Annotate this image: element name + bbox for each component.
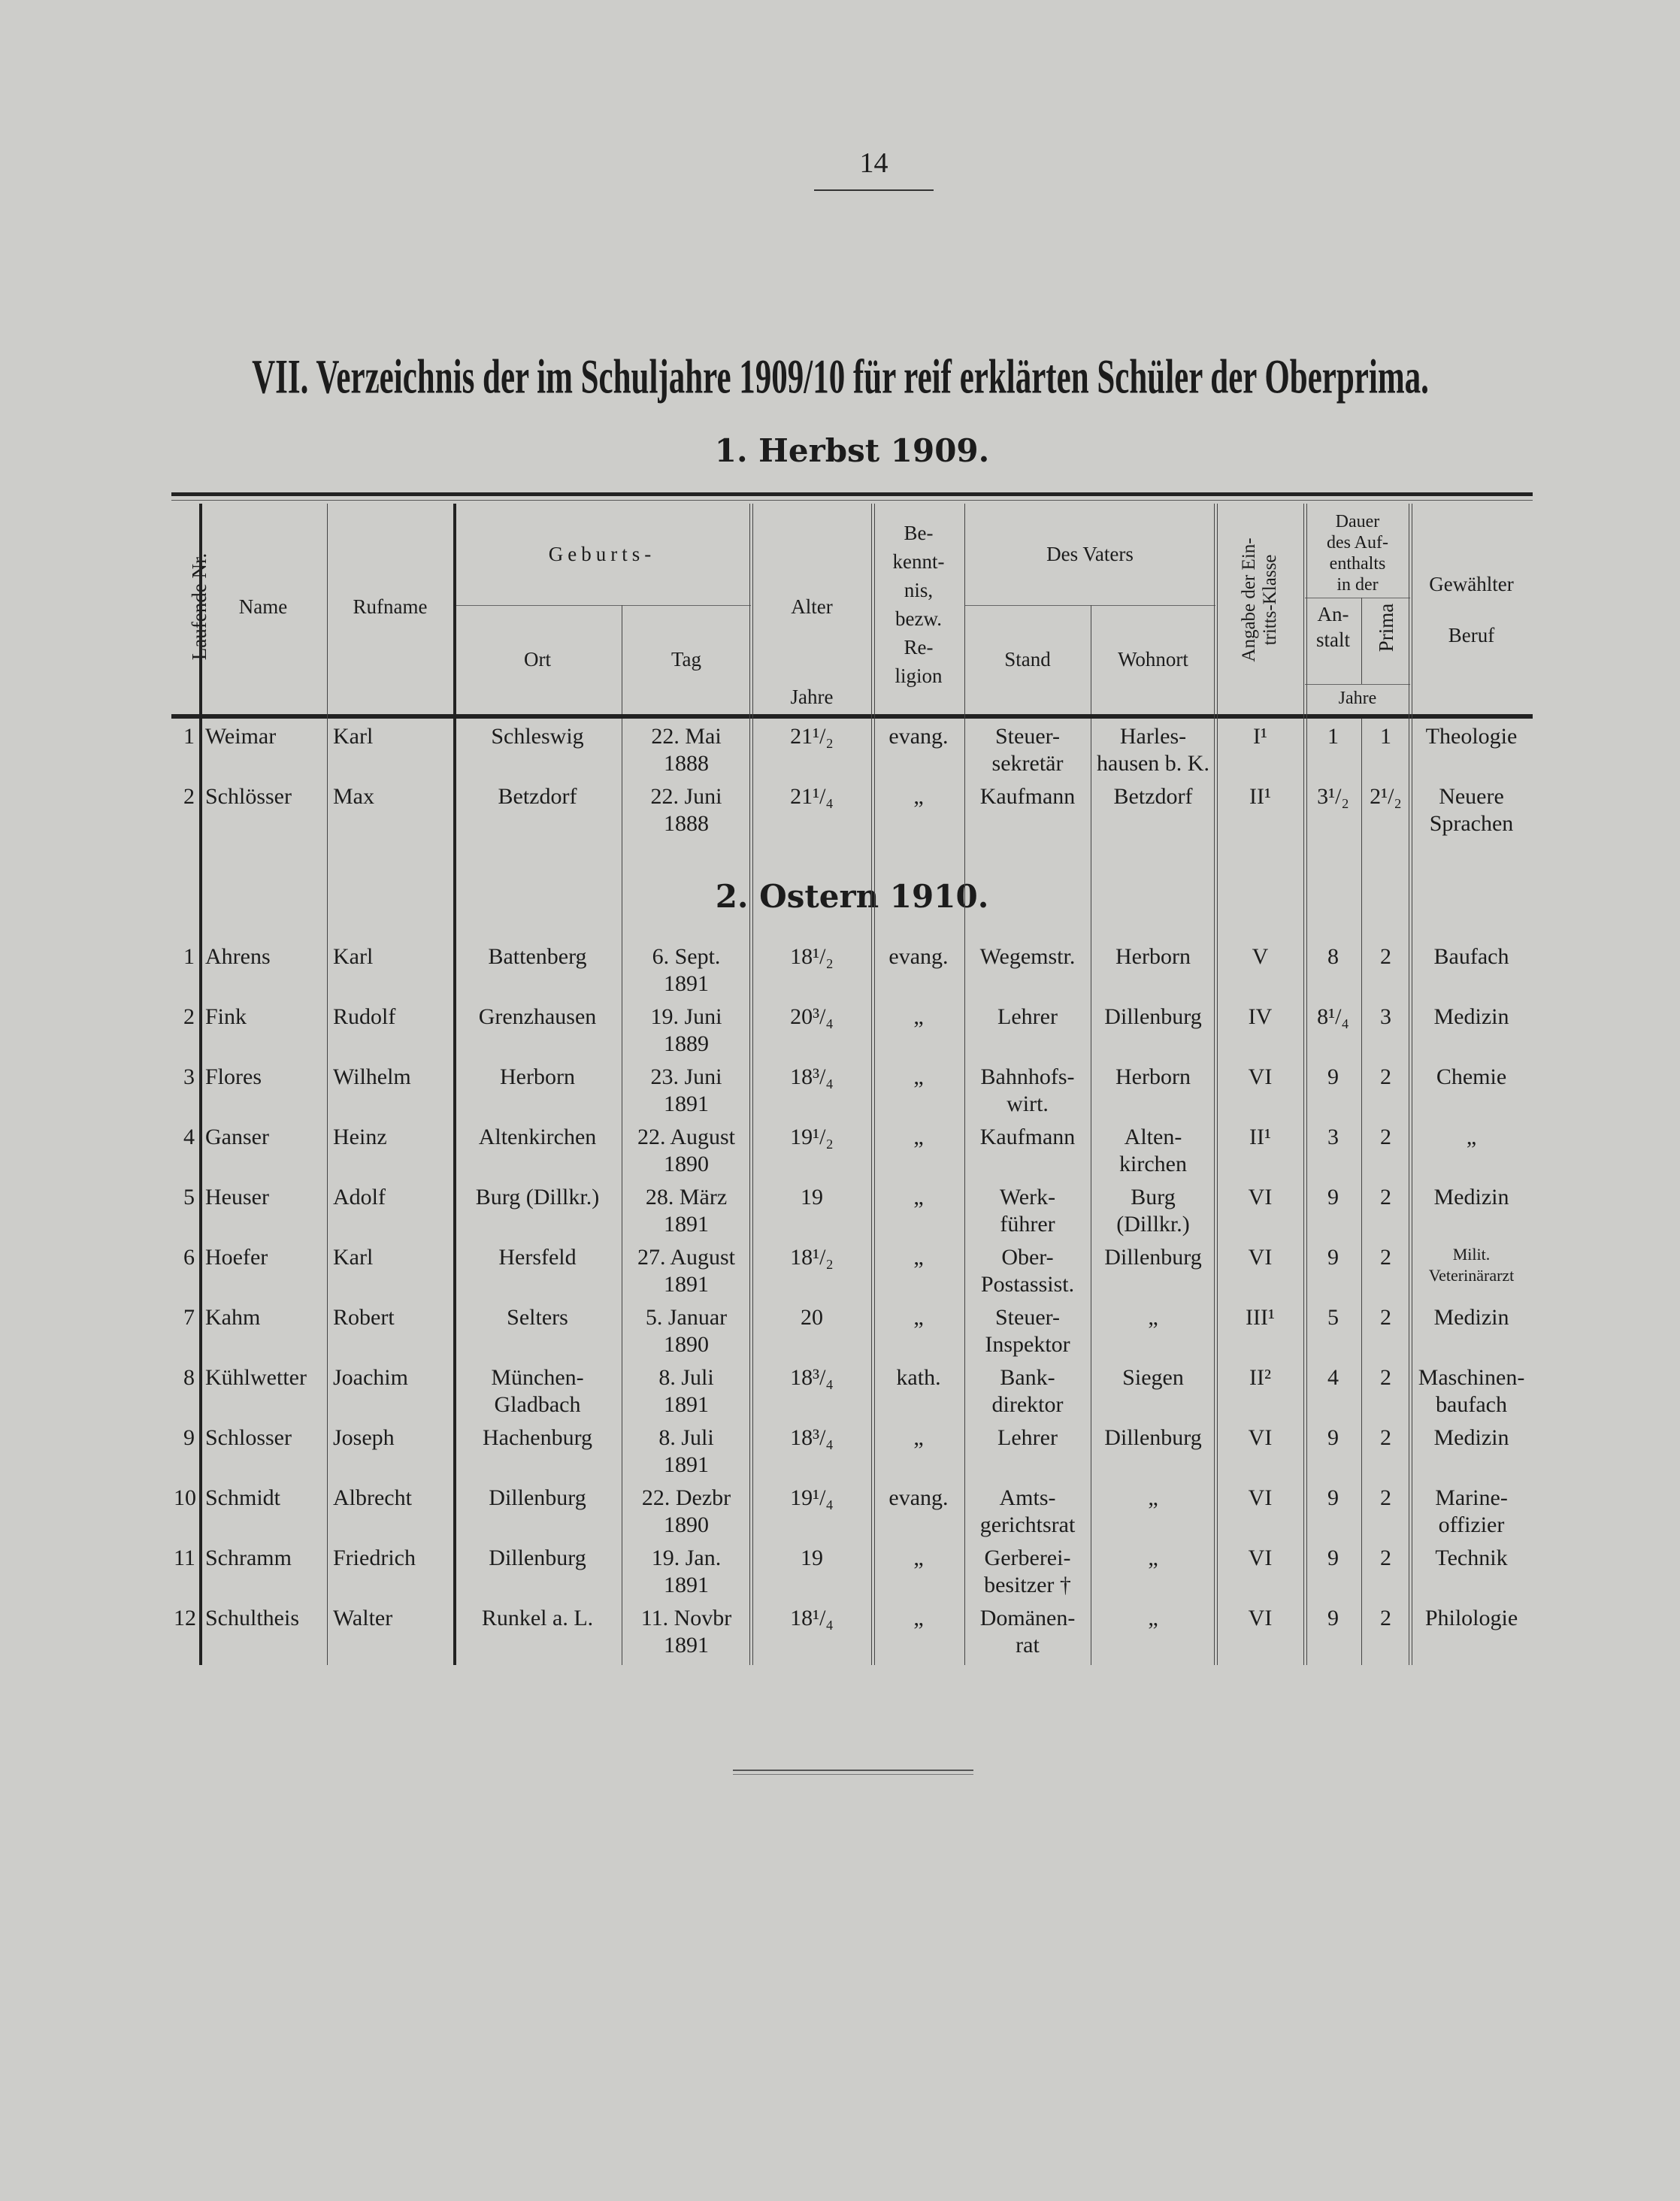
cell-ort: Betzdorf [498,784,577,809]
cell-alter: 19¹/₂ [790,1125,834,1149]
header-rufname: Rufname [353,595,428,618]
cell-prima: 1 [1380,724,1391,749]
table-row [171,1304,1533,1358]
cell-name: Flores [205,1064,262,1089]
cell-anstalt: 9 [1327,1064,1339,1089]
cell-klasse: IV [1248,1004,1273,1029]
cell-alter: 18¹/₂ [790,944,834,969]
cell-nr: 11 [174,1546,195,1570]
cell-beruf: Medizin [1433,1004,1509,1029]
table-row [171,1545,1533,1599]
cell-klasse: VI [1248,1185,1273,1209]
cell-beruf: Milit. Veterinärarzt [1428,1245,1515,1285]
cell-rufname: Karl [333,944,374,969]
cell-anstalt: 3¹/₂ [1317,784,1349,809]
cell-tag: 22. Mai 1888 [651,724,722,776]
cell-alter: 19 [801,1546,823,1570]
cell-rufname: Rudolf [333,1004,396,1029]
header-subrule-jahre [1305,684,1410,685]
cell-rufname: Adolf [333,1185,386,1209]
table-row [171,723,1533,777]
cell-anstalt: 4 [1327,1365,1339,1390]
cell-name: Schlosser [205,1425,292,1450]
cell-ort: Altenkirchen [478,1125,597,1149]
cell-wohnort: Herborn [1115,944,1191,969]
cell-prima: 2 [1380,1546,1391,1570]
cell-nr: 9 [183,1425,195,1450]
cell-klasse: VI [1248,1245,1273,1270]
cell-wohnort: „ [1148,1606,1158,1630]
cell-stand: Kaufmann [979,1125,1076,1149]
cell-tag: 11. Novbr 1891 [640,1606,732,1658]
cell-nr: 1 [183,724,195,749]
cell-wohnort: Herborn [1115,1064,1191,1089]
cell-klasse: V [1252,944,1269,969]
cell-alter: 20³/₄ [790,1004,834,1029]
page-title: VII. Verzeichnis der im Schuljahre 1909/10 für reif erklärten Schüler der Oberprima. [252,351,1429,404]
cell-stand: Ober- Postassist. [980,1245,1075,1297]
cell-religion: „ [913,1305,924,1330]
cell-wohnort: Alten- kirchen [1119,1125,1187,1176]
cell-name: Kühlwetter [205,1365,307,1390]
cell-rufname: Walter [333,1606,393,1630]
cell-klasse: III¹ [1246,1305,1275,1330]
cell-tag: 19. Juni 1889 [650,1004,722,1056]
header-subrule-vaters [964,605,1215,606]
cell-wohnort: Dillenburg [1104,1004,1202,1029]
cell-ort: Runkel a. L. [481,1606,594,1630]
cell-stand: Lehrer [997,1004,1058,1029]
cell-beruf: Medizin [1433,1425,1509,1450]
cell-tag: 28. März 1891 [645,1185,728,1237]
header-laufende-nr: Laufende Nr. [188,553,210,661]
cell-wohnort: „ [1148,1546,1158,1570]
header-anstalt: An- stalt [1316,603,1350,651]
cell-nr: 12 [174,1606,196,1630]
cell-wohnort: Dillenburg [1104,1425,1202,1450]
cell-alter: 20 [801,1305,823,1330]
cell-wohnort: Betzdorf [1113,784,1193,809]
cell-klasse: VI [1248,1485,1273,1510]
header-alter: Alter [791,595,833,618]
cell-tag: 8. Juli 1891 [658,1365,714,1417]
cell-stand: Wegemstr. [979,944,1076,969]
cell-religion: „ [913,1064,924,1089]
cell-stand: Amts- gerichtsrat [979,1485,1076,1537]
cell-rufname: Robert [333,1305,395,1330]
header-jahre-dauer: Jahre [1338,689,1377,708]
cell-prima: 2 [1380,1365,1391,1390]
cell-stand: Lehrer [997,1425,1058,1450]
cell-prima: 2¹/₂ [1370,784,1402,809]
closing-ornament-rule [733,1770,973,1775]
cell-alter: 21¹/₂ [790,724,834,749]
cell-name: Fink [205,1004,247,1029]
cell-beruf: Theologie [1425,724,1518,749]
cell-nr: 6 [183,1245,195,1270]
cell-prima: 2 [1380,1064,1391,1089]
cell-religion: „ [913,1546,924,1570]
cell-beruf: Medizin [1433,1185,1509,1209]
cell-ort: Burg (Dillkr.) [475,1185,600,1209]
cell-alter: 19¹/₄ [790,1485,834,1510]
cell-tag: 22. August 1890 [637,1125,736,1176]
cell-alter: 18¹/₄ [790,1606,834,1630]
header-divider [1361,598,1362,684]
cell-rufname: Karl [333,1245,374,1270]
cell-stand: Kaufmann [979,784,1076,809]
cell-stand: Bank- direktor [991,1365,1064,1417]
cell-anstalt: 9 [1327,1546,1339,1570]
header-beruf: Gewählter Beruf [1429,573,1514,646]
cell-beruf: Chemie [1436,1064,1507,1089]
cell-ort: Grenzhausen [478,1004,597,1029]
cell-religion: „ [913,1245,924,1270]
cell-nr: 10 [174,1485,196,1510]
cell-ort: Herborn [500,1064,575,1089]
table-row [171,783,1533,837]
cell-tag: 27. August 1891 [637,1245,736,1297]
cell-klasse: VI [1248,1546,1273,1570]
table-row [171,1244,1533,1298]
cell-ort: Dillenburg [489,1546,586,1570]
cell-ort: Selters [507,1305,568,1330]
cell-name: Weimar [205,724,277,749]
cell-nr: 2 [183,784,195,809]
cell-anstalt: 9 [1327,1425,1339,1450]
section-title-herbst: 1. Herbst 1909. [714,432,990,469]
cell-wohnort: „ [1148,1305,1158,1330]
header-tag: Tag [670,648,702,671]
cell-klasse: II² [1249,1365,1271,1390]
cell-stand: Steuer- Inspektor [985,1305,1070,1357]
table-row [171,1364,1533,1418]
header-jahre: Jahre [790,686,834,708]
cell-ort: Hachenburg [482,1425,593,1450]
cell-anstalt: 8¹/₄ [1317,1004,1349,1029]
table-row [171,1184,1533,1238]
cell-anstalt: 3 [1327,1125,1339,1149]
cell-name: Schultheis [205,1606,299,1630]
cell-prima: 2 [1380,1305,1391,1330]
table-row [171,1485,1533,1539]
header-geburts: Geburts- [548,543,656,565]
cell-stand: Werk- führer [999,1185,1056,1237]
cell-name: Schlösser [205,784,292,809]
header-prima: Prima [1375,603,1397,652]
cell-prima: 2 [1380,1125,1391,1149]
cell-klasse: I¹ [1253,724,1267,749]
header-des-vaters: Des Vaters [1046,543,1134,565]
header-eintrittsklasse: Angabe der Ein- tritts-Klasse [1239,537,1280,662]
cell-wohnort: Burg (Dillkr.) [1116,1185,1190,1237]
cell-beruf: Medizin [1433,1305,1509,1330]
header-stand: Stand [1004,648,1051,671]
cell-anstalt: 9 [1327,1606,1339,1630]
cell-tag: 5. Januar 1890 [645,1305,728,1357]
cell-stand: Steuer- sekretär [991,724,1064,776]
cell-anstalt: 8 [1327,944,1339,969]
table-row [171,1424,1533,1479]
cell-prima: 2 [1380,944,1391,969]
cell-anstalt: 9 [1327,1485,1339,1510]
cell-rufname: Karl [333,724,374,749]
cell-rufname: Wilhelm [333,1064,411,1089]
cell-klasse: II¹ [1249,1125,1271,1149]
table-top-rule [171,492,1533,496]
header-dauer: Dauer des Auf- enthalts in der [1327,512,1388,595]
cell-name: Ganser [205,1125,269,1149]
cell-beruf: Technik [1435,1546,1508,1570]
cell-anstalt: 9 [1327,1185,1339,1209]
cell-religion: „ [913,1004,924,1029]
cell-name: Kahm [205,1305,261,1330]
table-row [171,1004,1533,1058]
cell-religion: „ [913,784,924,809]
cell-tag: 19. Jan. 1891 [651,1546,722,1597]
header-subrule-geburts [453,605,751,606]
cell-nr: 2 [183,1004,195,1029]
cell-klasse: VI [1248,1064,1273,1089]
cell-tag: 23. Juni 1891 [650,1064,722,1116]
cell-tag: 22. Juni 1888 [650,784,722,836]
cell-religion: „ [913,1185,924,1209]
cell-religion: „ [913,1425,924,1450]
cell-ort: Hersfeld [498,1245,577,1270]
table-top-rule-thin [171,500,1533,501]
cell-beruf: Baufach [1433,944,1509,969]
cell-wohnort: „ [1148,1485,1158,1510]
cell-nr: 1 [183,944,195,969]
cell-name: Schmidt [205,1485,281,1510]
cell-beruf: Marine- offizier [1435,1485,1508,1537]
section-title-ostern: 2. Ostern 1910. [715,878,989,915]
cell-name: Heuser [205,1185,269,1209]
page-number-rule [814,189,934,191]
cell-alter: 18¹/₂ [790,1245,834,1270]
cell-rufname: Friedrich [333,1546,416,1570]
table-row [171,1064,1533,1118]
cell-ort: Schleswig [491,724,584,749]
header-bekenntnis: Be- kennt- nis, bezw. Re- ligion [892,522,945,687]
cell-rufname: Joseph [333,1425,395,1450]
table-row [171,1605,1533,1659]
header-name: Name [238,595,288,618]
cell-prima: 2 [1380,1606,1391,1630]
cell-religion: „ [913,1606,924,1630]
cell-stand: Bahnhofs- wirt. [980,1064,1075,1116]
cell-rufname: Albrecht [333,1485,412,1510]
cell-tag: 8. Juli 1891 [658,1425,714,1477]
cell-nr: 8 [183,1365,195,1390]
cell-prima: 3 [1380,1004,1391,1029]
cell-nr: 4 [183,1125,195,1149]
cell-name: Hoefer [205,1245,268,1270]
cell-wohnort: Dillenburg [1104,1245,1202,1270]
cell-prima: 2 [1380,1425,1391,1450]
cell-wohnort: Harles- hausen b. K. [1097,724,1209,776]
cell-klasse: VI [1248,1606,1273,1630]
cell-wohnort: Siegen [1122,1365,1184,1390]
cell-klasse: VI [1248,1425,1273,1450]
cell-prima: 2 [1380,1485,1391,1510]
cell-ort: Battenberg [488,944,587,969]
cell-name: Ahrens [205,944,271,969]
cell-nr: 3 [183,1064,195,1089]
cell-beruf: Maschinen- baufach [1418,1365,1525,1417]
cell-prima: 2 [1380,1245,1391,1270]
cell-religion: evang. [888,944,949,969]
cell-alter: 18³/₄ [790,1425,834,1450]
header-ort: Ort [524,648,551,671]
page-number: 14 [859,147,888,179]
cell-religion: „ [913,1125,924,1149]
cell-klasse: II¹ [1249,784,1271,809]
cell-ort: Dillenburg [489,1485,586,1510]
cell-alter: 21¹/₄ [790,784,834,809]
cell-beruf: Neuere Sprachen [1429,784,1514,836]
cell-rufname: Joachim [333,1365,408,1390]
cell-anstalt: 9 [1327,1245,1339,1270]
table-row [171,1124,1533,1178]
table-header-rule [171,714,1533,719]
header-wohnort: Wohnort [1118,648,1188,671]
cell-alter: 19 [801,1185,823,1209]
cell-rufname: Heinz [333,1125,387,1149]
cell-stand: Domänen- rat [979,1606,1076,1658]
cell-tag: 6. Sept. 1891 [652,944,721,996]
cell-stand: Gerberei- besitzer † [984,1546,1071,1597]
cell-prima: 2 [1380,1185,1391,1209]
cell-tag: 22. Dezbr 1890 [641,1485,731,1537]
cell-ort: München- Gladbach [491,1365,584,1417]
cell-religion: kath. [896,1365,941,1390]
cell-alter: 18³/₄ [790,1064,834,1089]
cell-name: Schramm [205,1546,292,1570]
cell-religion: evang. [888,724,949,749]
cell-beruf: Philologie [1424,1606,1518,1630]
cell-rufname: Max [333,784,374,809]
cell-beruf: „ [1466,1125,1477,1149]
cell-anstalt: 1 [1327,724,1339,749]
cell-alter: 18³/₄ [790,1365,834,1390]
cell-nr: 5 [183,1185,195,1209]
cell-anstalt: 5 [1327,1305,1339,1330]
table-row [171,943,1533,998]
cell-nr: 7 [183,1305,195,1330]
cell-religion: evang. [888,1485,949,1510]
